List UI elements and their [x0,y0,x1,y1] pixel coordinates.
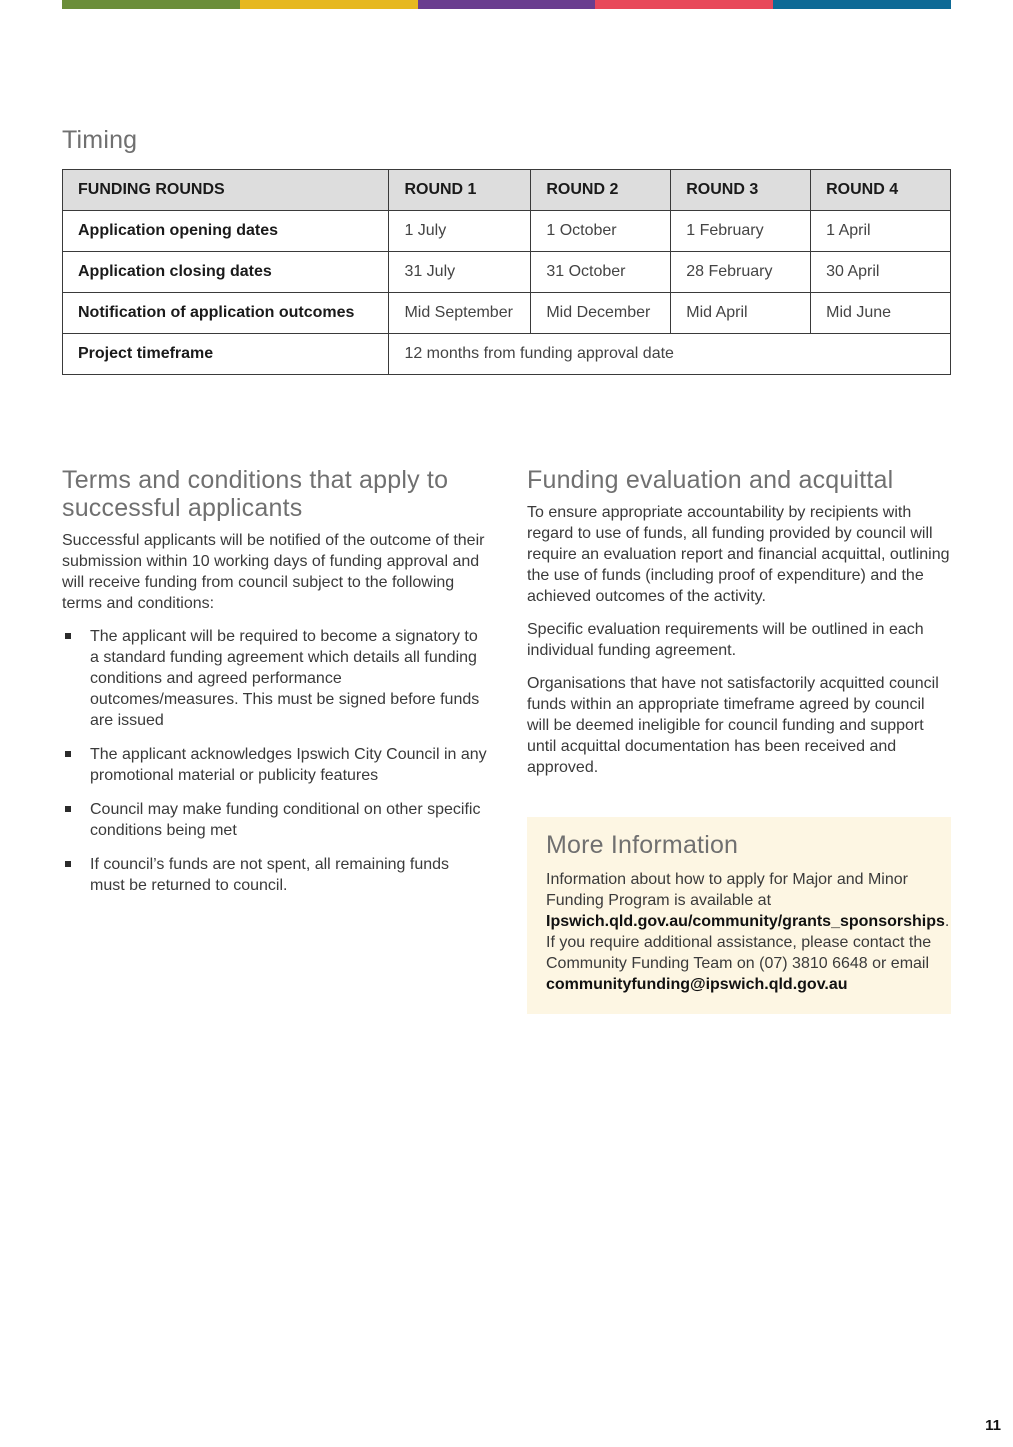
table-cell: 1 April [811,211,951,252]
evaluation-section [527,466,951,790]
list-item-text: The applicant will be required to become a signatory to a standard funding agreement which details all funding conditions and agreed performance outcomes/measures. This must be signed before funds are issued [90,628,480,729]
terms-heading: Terms and conditions that apply to successful applicants [62,466,449,522]
table-cell: 1 July [389,211,531,252]
table-row [63,293,951,334]
table-cell: 31 October [531,252,671,293]
top-color-bar [62,0,951,9]
list-item-text: If council’s funds are not spent, all remaining funds must be returned to council. [90,856,450,894]
color-bar-segment [773,0,951,9]
list-item-text: The applicant acknowledges Ipswich City Council in any promotional material or publicity features [90,746,487,784]
table-cell: Mid September [389,293,531,334]
list-item [62,626,487,731]
table-row [63,211,951,252]
more-info-text [546,869,950,995]
header-cell: ROUND 2 [531,170,671,211]
evaluation-paragraph: Organisations that have not satisfactorily acquitted council funds within an appropriate timeframe agreed by council will be deemed ineligible for council funding and support until acquittal documentation has been received and approved. [527,675,939,776]
table-row [63,252,951,293]
list-item [62,744,487,786]
evaluation-heading: Funding evaluation and acquittal [527,466,894,494]
terms-list [62,626,487,896]
evaluation-paragraph: To ensure appropriate accountability by recipients with regard to use of funds, all funding provided by council will require an evaluation report and financial acquittal, outlining the use of funds (including proof of expenditure) and the achieved outcomes of the activity. [527,504,950,605]
header-cell: ROUND 4 [811,170,951,211]
table-cell: 1 February [671,211,811,252]
more-info-text-part: Information about how to apply for Major and Minor Funding Program is available at [546,871,908,909]
color-bar-segment [595,0,773,9]
more-info-text-part: . If you require additional assistance, please contact the Community Funding Team on (07) 3810 6648 or email [546,913,950,972]
timing-heading: Timing [62,126,138,154]
list-item [62,799,487,841]
table-cell: Mid December [531,293,671,334]
terms-section [62,466,487,909]
bullet-icon [65,633,71,639]
row-label: Application closing dates [63,252,389,293]
evaluation-paragraph: Specific evaluation requirements will be outlined in each individual funding agreement. [527,621,924,659]
bullet-icon [65,751,71,757]
table-row [63,334,951,375]
row-label: Notification of application outcomes [63,293,389,334]
more-info-box [527,817,951,1014]
color-bar-segment [240,0,418,9]
header-cell: FUNDING ROUNDS [63,170,389,211]
bullet-icon [65,806,71,812]
list-item [62,854,487,896]
color-bar-segment [418,0,596,9]
table-cell: Mid April [671,293,811,334]
more-info-heading: More Information [546,831,739,859]
table-cell: Mid June [811,293,951,334]
list-item-text: Council may make funding conditional on other specific conditions being met [90,801,481,839]
table-cell: 12 months from funding approval date [389,334,951,375]
header-cell: ROUND 1 [389,170,531,211]
email-link[interactable]: communityfunding@ipswich.qld.gov.au [546,976,848,993]
grants-link[interactable]: Ipswich.qld.gov.au/community/grants_sponsorships [546,913,945,930]
table-header-row [63,170,951,211]
table-cell: 31 July [389,252,531,293]
terms-intro: Successful applicants will be notified of the outcome of their submission within 10 working days of funding approval and will receive funding from council subject to the following terms and conditions: [62,532,485,612]
timing-table [62,169,951,375]
page-number: 11 [985,1417,1001,1434]
row-label: Project timeframe [63,334,389,375]
color-bar-segment [62,0,240,9]
table-cell: 30 April [811,252,951,293]
table-cell: 28 February [671,252,811,293]
bullet-icon [65,861,71,867]
table-cell: 1 October [531,211,671,252]
header-cell: ROUND 3 [671,170,811,211]
row-label: Application opening dates [63,211,389,252]
